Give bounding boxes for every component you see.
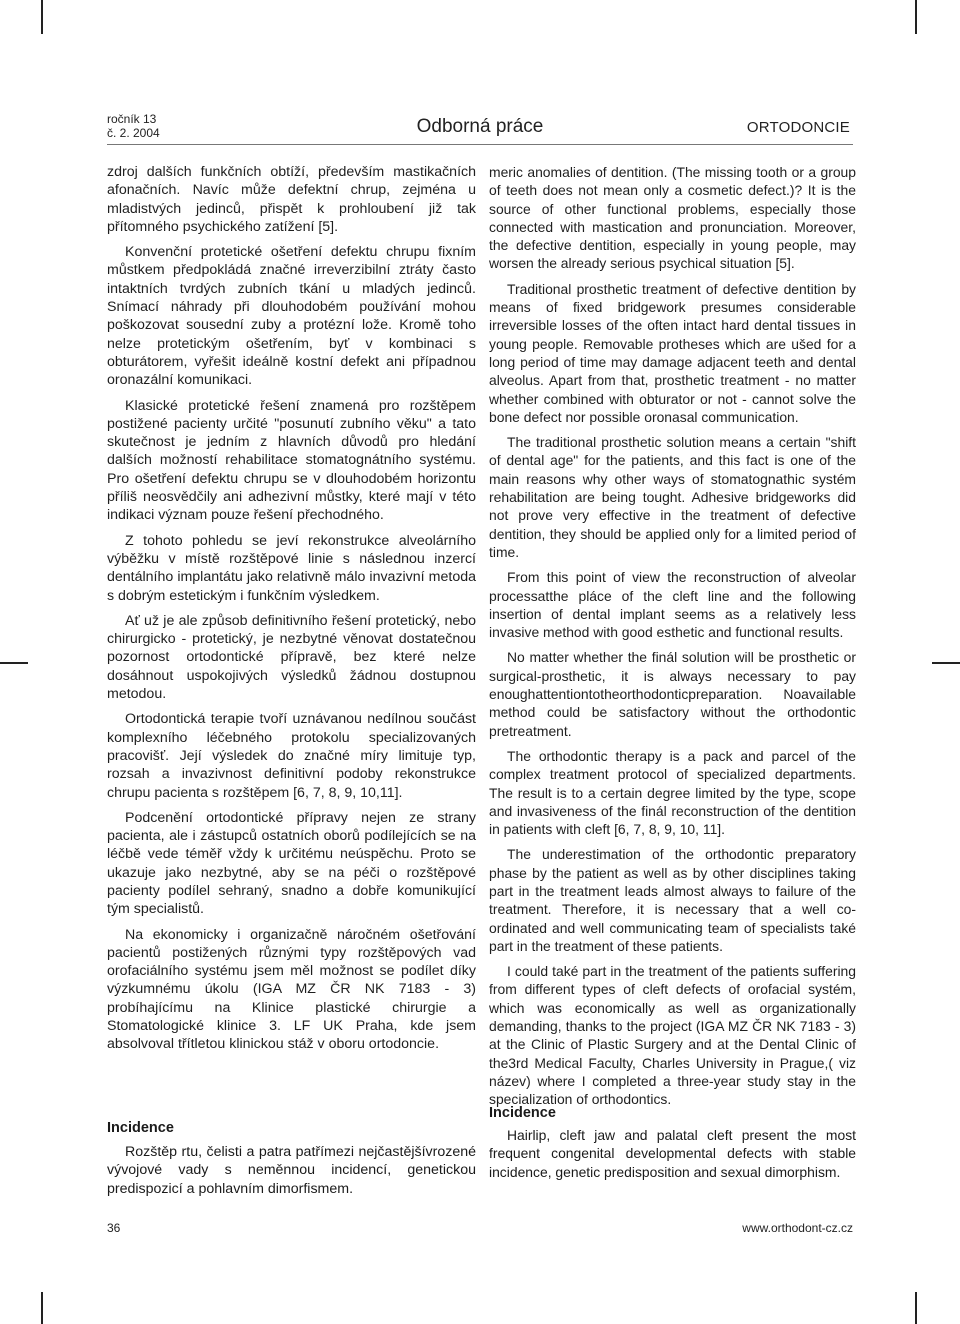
category-label: ORTODONCIE (746, 119, 850, 136)
crop-mark-top-left (41, 0, 43, 34)
paragraph: Traditional prosthetic treatment of defective dentition by means of fixed bridgework presumes considerable irreversible losses of the often intact hard dental tissues in young people. Removable protheses which are ušed for a long period of time may damage adjacent teeth and dental alveolus. Apart from that, prosthetic treatment - no matter whether combined with obturator or not - cannot solve the bone defect nor possible oronasal communication. (489, 280, 856, 425)
section-title: Odborná práce (416, 116, 544, 137)
paragraph: Na ekonomicky i organizačně náročném ošetřování pacientů postižených různými typy rozštěpových vad orofaciálního systému jsem měl možnost se podílet díky výzkumnému úkolu (IGA MZ ČR NK 7183 - 3) probíhajícímu na Klinice plastické chirurgie a Stomatologické klinice 3. LF UK Praha, kde jsem absolvoval třítletou klinickou stáž v oboru ortodoncie. (107, 926, 476, 1053)
header-rule (107, 144, 853, 145)
paragraph: Ať už je ale způsob definitivního řešení protetický, nebo chirurgicko - protetický, je nezbytné věnovat dostatečnou pozornost ortodontické přípravě, bez které nelze dosáhnout uspokojivých výsledků žádnou dostupnou metodou. (107, 612, 476, 703)
crop-mark-top-right (915, 0, 917, 34)
left-column (107, 163, 476, 1061)
crop-mark-side-left (0, 662, 28, 664)
crop-mark-bottom-right (915, 1292, 917, 1324)
page-number: 36 (107, 1221, 121, 1235)
paragraph: Z tohoto pohledu se jeví rekonstrukce alveolárního výběžku v místě rozštěpové linie s následnou inzercí dentálního implantátu jako relativně málo invazivní metoda s dobrým estetickým i funkčním výsledkem. (107, 532, 476, 604)
crop-mark-side-right (932, 662, 960, 664)
issue-number: č. 2. 2004 (107, 126, 160, 140)
incidence-text-en (489, 1126, 856, 1181)
paragraph: Rozštěp rtu, čelisti a patra patřímezi nejčastějšívrozené vývojové vady s neměnnou incidencí, genetickou predispozicí a pohlavním dimorfismem. (107, 1144, 476, 1197)
paragraph: Konvenční protetické ošetření defektu chrupu fixním můstkem předpokládá značné irreverzibilní ztráty často intaktních tvrdých zubních tkání u mladých jedinců. Snímací náhrady při dlouhodobém používání mohou poškozovat sousední zuby a protézní lože. Kromě toho nelze protetickým ošetřením, byť v kombinaci s obturátorem, vyřešit ideálně kostní defekt ani případnou oronazální komunikaci. (107, 244, 476, 389)
paragraph: The orthodontic therapy is a pack and parcel of the complex treatment protocol of specialized departments. The result is to a certain degree limited by the type, scope and invasiveness of the finál reconstruction of the dentition in patients with cleft [6, 7, 8, 9, 10, 11]. (489, 747, 856, 838)
paragraph: meric anomalies of dentition. (The missing tooth or a group of teeth does not mean only a cosmetic defect.)? It is the source of other functional problems, especially those connected with mastication and pronunciation. Moreover, the defective dentition, especially in young people, may worsen the already serious psychical situation [5]. (489, 164, 856, 272)
crop-mark-bottom-left (41, 1292, 43, 1324)
right-column (489, 163, 856, 1116)
paragraph: Ortodontická terapie tvoří uznávanou nedílnou součást komplexního léčebného protokolu specializovaných pracovišť. Její výsledek do značné míry limituje typ, rozsah a invazivnost definitivní podoby rekonstrukce chrupu pacienta s rozštěpem [6, 7, 8, 9, 10,11]. (107, 711, 476, 801)
paragraph: The underestimation of the orthodontic preparatory phase by the patient as well as by other disciplines taking part in the treatment leads almost always to failure of the treatment. Therefore, it is necessary that a well co-ordinated and well communicating team of specialists také part in the treatment of these patients. (489, 846, 856, 954)
paragraph: The traditional prosthetic solution means a certain "shift of dental age" for the patients, and this fact is one of the main reasons why other ways of stomatognathic systém rehabilitation are being tought. Adhesive bridgeworks did not prove very effective in the treatment of defective dentition, they should be applied only for a limited period of time. (489, 434, 856, 560)
paragraph: I could také part in the treatment of the patients suffering from different types of cleft defects of orofacial systém, which was economically as well as organizationally demanding, thanks to the project (IGA MZ ČR NK 7183 - 3) at the Clinic of Plastic Surgery and at the Dental Clinic of the3rd Medical Faculty, Charles University in Prague,( viz název) where I completed a three-year study stay in the specialization of orthodontics. (489, 963, 856, 1108)
issue-volume: ročník 13 (107, 112, 157, 126)
paragraph: zdroj dalších funkčních obtíží, především mastikačních afonačních. Navíc může defektní chrup, zejména u mladistvých jedinců, přispět k prohloubení již tak přítomného psychického zatížení [5]. (107, 164, 476, 235)
section-heading-incidence-cz: Incidence (107, 1120, 174, 1136)
paragraph: Klasické protetické řešení znamená pro rozštěpem postižené pacienty určité "posunutí zubního věku" a tato skutečnost je jedním z hlavních důvodů pro hledání dalších možností rehabilitace stomatognátního systému. Pro ošetření defektu chrupu se v dlouhodobém horizontu příliš neosvědčily ani adhezivní můstky, které mají v této indikaci význam pouze řešení přechodného. (107, 397, 476, 524)
paragraph: Hairlip, cleft jaw and palatal cleft present the most frequent congenital developmental defects with stable incidence, genetic predisposition and sexual dimorphism. (489, 1127, 856, 1180)
incidence-text-cz (107, 1143, 476, 1198)
website-link[interactable]: www.orthodont-cz.cz (742, 1221, 853, 1235)
paragraph: Podcenění ortodontické přípravy nejen ze strany pacienta, ale i zástupců ostatních oborů podílejících se na léčbě vede téměř vždy k určitému neúspěchu. Proto se ukazuje jako nezbytné, aby se na péči o rozštěpové pacienty podílel sehraný, snadno a dobře komunikující tým specialistů. (107, 809, 476, 918)
paragraph: From this point of view the reconstruction of alveolar processatthe pláce of the cleft line and the following insertion of dental implant seems as a relatively less invasive method with good esthetic and functional results. (489, 569, 856, 641)
section-heading-incidence-en: Incidence (489, 1105, 556, 1121)
paragraph: No matter whether the finál solution will be prosthetic or surgical-prosthetic, it is always necessary to pay enoughattentiontotheorthodonticpreparation. Noavailable method could be satisfactory without the orthodontic pretreatment. (489, 649, 856, 739)
